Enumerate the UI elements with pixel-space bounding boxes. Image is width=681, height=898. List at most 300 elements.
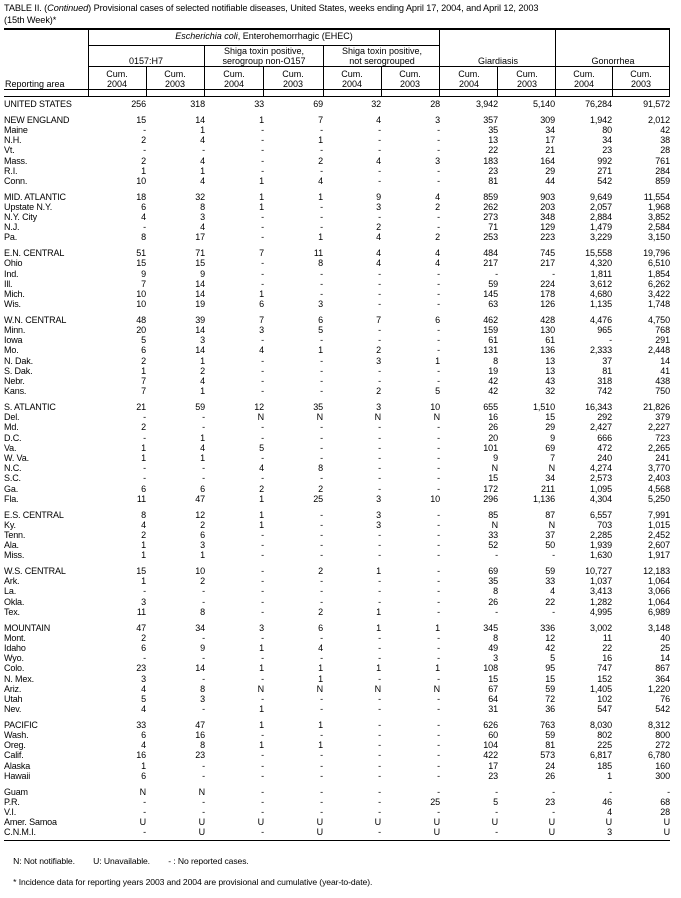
data-cell: 145 xyxy=(483,288,498,299)
data-cell: - xyxy=(143,796,146,807)
data-cell: 1 xyxy=(141,576,146,587)
table-row xyxy=(4,269,670,279)
table-row xyxy=(4,366,670,376)
data-cell: 6 xyxy=(318,622,323,633)
data-cell: 38 xyxy=(660,135,670,146)
data-cell: - xyxy=(378,750,381,761)
data-cell: 4 xyxy=(200,222,205,233)
data-cell: 14 xyxy=(195,114,205,125)
data-cell: 1,064 xyxy=(647,576,670,587)
table-row xyxy=(4,335,670,345)
data-cell: N xyxy=(316,683,323,694)
data-cell: 36 xyxy=(545,704,555,715)
data-cell: 46 xyxy=(602,796,612,807)
data-cell: - xyxy=(320,386,323,397)
header-cum-col-7: Cum. 2004 xyxy=(458,69,480,90)
data-cell: - xyxy=(495,550,498,561)
data-cell: 7 xyxy=(141,386,146,397)
data-cell: 1 xyxy=(200,432,205,443)
table-row xyxy=(4,422,670,432)
data-cell: 472 xyxy=(597,442,612,453)
data-cell: 438 xyxy=(655,376,670,387)
data-cell: 1 xyxy=(435,663,440,674)
header-rule-bottom xyxy=(4,96,670,98)
data-cell: 1 xyxy=(259,191,264,202)
table-row xyxy=(4,576,670,586)
data-cell: 3,852 xyxy=(647,212,670,223)
data-cell: 108 xyxy=(483,663,498,674)
data-cell: - xyxy=(261,386,264,397)
data-cell: 547 xyxy=(597,704,612,715)
reporting-area-cell: PACIFIC xyxy=(4,719,38,730)
data-cell: 33 xyxy=(254,99,264,109)
data-cell: - xyxy=(437,222,440,233)
table-row xyxy=(4,807,670,817)
data-cell: 1,282 xyxy=(589,596,612,607)
data-cell: 4 xyxy=(141,740,146,751)
data-cell: 47 xyxy=(136,622,146,633)
data-cell: U xyxy=(257,817,264,828)
data-cell: 462 xyxy=(483,314,498,325)
data-cell: 23 xyxy=(602,145,612,156)
data-cell: 1 xyxy=(200,550,205,561)
data-cell: 31 xyxy=(488,704,498,715)
data-cell: 2,884 xyxy=(589,212,612,223)
table-row xyxy=(4,540,670,550)
reporting-area-cell: S.C. xyxy=(4,473,21,484)
data-cell: 224 xyxy=(540,278,555,289)
data-cell: 3 xyxy=(376,201,381,212)
data-cell: 703 xyxy=(597,519,612,530)
header-cum-col-1: Cum. 2004 xyxy=(106,69,128,90)
reporting-area-cell: S. Dak. xyxy=(4,365,33,376)
table-row xyxy=(4,258,670,268)
title-line2: (15th Week)* xyxy=(4,14,57,25)
data-cell: 655 xyxy=(483,401,498,412)
data-cell: - xyxy=(261,155,264,166)
data-cell: 10 xyxy=(430,493,440,504)
table-row xyxy=(4,674,670,684)
data-cell: - xyxy=(320,796,323,807)
data-cell: - xyxy=(261,453,264,463)
table-row xyxy=(4,315,670,325)
data-cell: 17 xyxy=(488,760,498,771)
data-cell: 666 xyxy=(597,432,612,443)
data-cell: 573 xyxy=(540,750,555,761)
data-cell: - xyxy=(202,770,205,781)
data-cell: - xyxy=(437,299,440,310)
table-row xyxy=(4,325,670,335)
data-cell: 4 xyxy=(200,135,205,146)
table-row xyxy=(4,484,670,494)
data-cell: 1,135 xyxy=(589,299,612,310)
data-cell: N xyxy=(374,683,381,694)
data-cell: 59 xyxy=(545,683,555,694)
data-cell: 4 xyxy=(435,258,440,269)
reporting-area-cell: N. Dak. xyxy=(4,355,33,366)
data-cell: - xyxy=(437,642,440,653)
reporting-area-cell: Idaho xyxy=(4,642,26,653)
data-cell: 23 xyxy=(545,796,555,807)
data-cell: - xyxy=(143,145,146,156)
data-cell: - xyxy=(437,442,440,453)
data-cell: 10 xyxy=(195,566,205,577)
data-cell: - xyxy=(261,232,264,243)
data-cell: - xyxy=(378,730,381,741)
header-group-gonorrhea: Gonorrhea xyxy=(591,56,635,66)
reporting-area-cell: UNITED STATES xyxy=(4,99,72,109)
title-continued-italic: Continued xyxy=(47,3,89,13)
data-cell: - xyxy=(378,693,381,704)
data-cell: - xyxy=(320,704,323,715)
data-cell: 14 xyxy=(195,325,205,336)
data-cell: 8 xyxy=(200,740,205,751)
data-cell: 130 xyxy=(540,325,555,336)
data-cell: 2,012 xyxy=(647,114,670,125)
data-cell: 4 xyxy=(435,248,440,259)
data-cell: - xyxy=(202,673,205,684)
reporting-area-cell: Mo. xyxy=(4,345,19,356)
data-cell: 14 xyxy=(195,345,205,356)
data-cell: 3 xyxy=(376,519,381,530)
data-cell: 81 xyxy=(545,740,555,751)
data-cell: 1 xyxy=(259,509,264,520)
data-cell: 2 xyxy=(141,355,146,366)
data-cell: 39 xyxy=(195,314,205,325)
data-cell: - xyxy=(261,827,264,838)
data-cell: 5 xyxy=(318,325,323,336)
data-cell: - xyxy=(143,653,146,664)
data-cell: 9 xyxy=(550,432,555,443)
data-cell: - xyxy=(437,540,440,551)
data-cell: - xyxy=(378,586,381,597)
data-cell: 4 xyxy=(200,155,205,166)
data-cell: 217 xyxy=(483,258,498,269)
data-cell: - xyxy=(552,807,555,817)
data-cell: - xyxy=(437,145,440,156)
data-cell: 3 xyxy=(200,693,205,704)
data-cell: 6 xyxy=(141,730,146,741)
data-cell: - xyxy=(378,299,381,310)
data-cell: 8 xyxy=(200,201,205,212)
data-cell: - xyxy=(143,807,146,817)
data-cell: 11 xyxy=(136,493,146,504)
data-cell: 203 xyxy=(540,201,555,212)
table-row xyxy=(4,643,670,653)
data-cell: 802 xyxy=(597,730,612,741)
header-group-shiga-non-o157: Shiga toxin positive, serogroup non-O157 xyxy=(222,45,306,67)
data-cell: 164 xyxy=(540,155,555,166)
data-cell: 2 xyxy=(376,386,381,397)
data-cell: 183 xyxy=(483,155,498,166)
data-cell: 345 xyxy=(483,622,498,633)
data-cell: - xyxy=(437,550,440,561)
data-cell: 2 xyxy=(141,422,146,433)
table-row xyxy=(4,530,670,540)
data-cell: 23 xyxy=(488,165,498,176)
data-cell: - xyxy=(378,550,381,561)
data-cell: 15 xyxy=(488,673,498,684)
data-cell: - xyxy=(437,473,440,484)
data-cell: - xyxy=(378,212,381,223)
data-cell: 2 xyxy=(435,232,440,243)
data-cell: 20 xyxy=(488,432,498,443)
reporting-area-cell: Utah xyxy=(4,693,23,704)
data-cell: 4 xyxy=(376,258,381,269)
data-cell: 2 xyxy=(200,519,205,530)
data-cell: 2,285 xyxy=(589,529,612,540)
data-cell: 7 xyxy=(550,453,555,463)
data-cell: 131 xyxy=(483,345,498,356)
data-cell: 26 xyxy=(488,422,498,433)
data-cell: 348 xyxy=(540,212,555,223)
data-cell: 5 xyxy=(493,796,498,807)
data-cell: 4 xyxy=(376,248,381,259)
data-cell: 21 xyxy=(136,401,146,412)
table-row xyxy=(4,192,670,202)
data-cell: 61 xyxy=(545,335,555,346)
data-cell: U xyxy=(548,817,555,828)
data-cell: 4,995 xyxy=(589,606,612,617)
data-cell: 51 xyxy=(136,248,146,259)
data-cell: 2 xyxy=(376,345,381,356)
data-cell: 1,095 xyxy=(589,483,612,494)
table-row xyxy=(4,704,670,714)
data-cell: 7 xyxy=(141,278,146,289)
data-cell: 7 xyxy=(259,248,264,259)
data-cell: 2,452 xyxy=(647,529,670,540)
data-cell: 7 xyxy=(318,114,323,125)
data-cell: 750 xyxy=(655,386,670,397)
data-cell: 35 xyxy=(488,124,498,135)
data-cell: 160 xyxy=(655,760,670,771)
data-cell: 1 xyxy=(141,540,146,551)
reporting-area-cell: Va. xyxy=(4,442,17,453)
data-cell: - xyxy=(495,786,498,797)
data-cell: 763 xyxy=(540,719,555,730)
data-cell: - xyxy=(261,422,264,433)
data-cell: 800 xyxy=(655,730,670,741)
data-cell: 2,057 xyxy=(589,201,612,212)
data-cell: - xyxy=(143,473,146,484)
data-cell: - xyxy=(261,432,264,443)
data-cell: 6 xyxy=(141,201,146,212)
data-cell: 542 xyxy=(655,704,670,715)
data-cell: - xyxy=(437,124,440,135)
data-cell: 19 xyxy=(195,299,205,310)
data-cell: 1,220 xyxy=(647,683,670,694)
data-cell: - xyxy=(320,473,323,484)
data-cell: 1 xyxy=(141,550,146,561)
data-cell: - xyxy=(320,509,323,520)
table-row xyxy=(4,202,670,212)
data-cell: - xyxy=(378,704,381,715)
data-cell: - xyxy=(261,596,264,607)
data-cell: U xyxy=(198,827,205,838)
reporting-area-cell: C.N.M.I. xyxy=(4,827,36,838)
footnote-incidence: * Incidence data for reporting years 2003 and 2004 are provisional and cumulative (year-to-date). xyxy=(13,877,373,888)
data-cell: 16 xyxy=(195,730,205,741)
data-cell: 256 xyxy=(131,99,146,109)
data-cell: 185 xyxy=(597,760,612,771)
data-cell: - xyxy=(437,376,440,387)
data-cell: 25 xyxy=(313,493,323,504)
table-row xyxy=(4,473,670,483)
reporting-area-cell: Mich. xyxy=(4,288,25,299)
data-cell: 52 xyxy=(488,540,498,551)
data-cell: - xyxy=(437,335,440,346)
data-cell: 1 xyxy=(259,288,264,299)
data-cell: 152 xyxy=(597,673,612,684)
data-cell: U xyxy=(198,817,205,828)
header-cum-col-8: Cum. 2003 xyxy=(516,69,538,90)
reporting-area-cell: Ark. xyxy=(4,576,20,587)
data-cell: N xyxy=(491,519,498,530)
data-cell: 21,826 xyxy=(643,401,670,412)
data-cell: 3,413 xyxy=(589,586,612,597)
table-row xyxy=(4,115,670,125)
data-cell: 5,250 xyxy=(647,493,670,504)
reporting-area-cell: W.S. CENTRAL xyxy=(4,566,66,577)
data-cell: 35 xyxy=(313,401,323,412)
data-cell: 3 xyxy=(435,155,440,166)
data-cell: 76 xyxy=(660,693,670,704)
data-cell: 95 xyxy=(545,663,555,674)
data-cell: - xyxy=(202,145,205,156)
table-row xyxy=(4,684,670,694)
data-cell: 71 xyxy=(488,222,498,233)
table-row xyxy=(4,402,670,412)
table-row xyxy=(4,494,670,504)
reporting-area-cell: V.I. xyxy=(4,807,17,817)
data-cell: 1 xyxy=(435,355,440,366)
data-cell: - xyxy=(378,483,381,494)
data-cell: 28 xyxy=(660,807,670,817)
data-cell: - xyxy=(437,632,440,643)
data-cell: - xyxy=(320,653,323,664)
data-cell: 33 xyxy=(136,719,146,730)
data-cell: - xyxy=(320,422,323,433)
data-cell: 87 xyxy=(545,509,555,520)
data-cell: 13 xyxy=(488,135,498,146)
data-cell: - xyxy=(320,596,323,607)
data-cell: 20 xyxy=(136,325,146,336)
table-header xyxy=(4,28,670,97)
data-cell: 4,304 xyxy=(589,493,612,504)
data-cell: - xyxy=(378,288,381,299)
data-cell: 2,427 xyxy=(589,422,612,433)
table-row xyxy=(4,356,670,366)
data-cell: 47 xyxy=(195,719,205,730)
data-cell: - xyxy=(378,135,381,146)
header-group-giardiasis: Giardiasis xyxy=(477,56,518,66)
data-cell: 6 xyxy=(318,314,323,325)
data-cell: 43 xyxy=(545,376,555,387)
header-rule-top xyxy=(4,28,670,30)
data-cell: 1 xyxy=(141,365,146,376)
data-cell: 15 xyxy=(136,114,146,125)
data-cell: - xyxy=(320,529,323,540)
data-cell: 14 xyxy=(195,663,205,674)
data-cell: 4 xyxy=(550,586,555,597)
data-cell: N xyxy=(316,412,323,423)
data-cell: 6,780 xyxy=(647,750,670,761)
data-cell: 2 xyxy=(318,566,323,577)
data-cell: 3 xyxy=(200,212,205,223)
data-cell: 3,612 xyxy=(589,278,612,289)
data-cell: 5 xyxy=(550,653,555,664)
data-cell: - xyxy=(261,355,264,366)
data-cell: 318 xyxy=(597,376,612,387)
data-cell: N xyxy=(491,463,498,474)
data-cell: 1,748 xyxy=(647,299,670,310)
reporting-area-cell: Amer. Samoa xyxy=(4,817,57,828)
data-cell: 1,854 xyxy=(647,268,670,279)
reporting-area-cell: Mont. xyxy=(4,632,26,643)
table-rule-bottom xyxy=(4,840,670,842)
data-cell: 1,405 xyxy=(589,683,612,694)
data-cell: 42 xyxy=(488,386,498,397)
data-cell: - xyxy=(495,606,498,617)
data-cell: - xyxy=(261,376,264,387)
data-cell: 4 xyxy=(200,376,205,387)
data-cell: - xyxy=(437,606,440,617)
data-cell: - xyxy=(320,730,323,741)
reporting-area-cell: Colo. xyxy=(4,663,25,674)
data-cell: 253 xyxy=(483,232,498,243)
data-cell: 22 xyxy=(545,596,555,607)
table-row xyxy=(4,740,670,750)
data-cell: 1 xyxy=(259,642,264,653)
data-cell: 11 xyxy=(136,606,146,617)
ehec-italic-name: Escherichia coli xyxy=(175,31,238,41)
data-cell: 19 xyxy=(488,365,498,376)
data-cell: 68 xyxy=(660,796,670,807)
data-cell: 3,229 xyxy=(589,232,612,243)
data-cell: - xyxy=(378,442,381,453)
data-cell: 69 xyxy=(313,99,323,109)
data-cell: 6 xyxy=(200,483,205,494)
data-cell: 1 xyxy=(259,175,264,186)
data-cell: 272 xyxy=(655,740,670,751)
data-cell: 42 xyxy=(660,124,670,135)
data-cell: - xyxy=(320,770,323,781)
data-cell: 761 xyxy=(655,155,670,166)
data-cell: 35 xyxy=(488,576,498,587)
data-cell: - xyxy=(320,632,323,643)
footnote-legend: N: Not notifiable. U: Unavailable. - : No reported cases. xyxy=(13,856,249,867)
data-cell: 3 xyxy=(318,299,323,310)
data-cell: 1 xyxy=(259,704,264,715)
data-cell: 29 xyxy=(545,165,555,176)
data-cell: 59 xyxy=(488,278,498,289)
data-cell: 17 xyxy=(195,232,205,243)
data-cell: 4,680 xyxy=(589,288,612,299)
data-cell: 291 xyxy=(655,335,670,346)
data-cell: 102 xyxy=(597,693,612,704)
data-cell: 1,479 xyxy=(589,222,612,233)
data-cell: 3 xyxy=(376,509,381,520)
data-cell: - xyxy=(437,345,440,356)
data-cell: - xyxy=(378,325,381,336)
data-cell: 2,403 xyxy=(647,473,670,484)
reporting-area-cell: Md. xyxy=(4,422,19,433)
data-cell: 4,476 xyxy=(589,314,612,325)
table-row xyxy=(4,433,670,443)
data-cell: 1 xyxy=(376,566,381,577)
data-cell: - xyxy=(202,807,205,817)
data-cell: - xyxy=(143,827,146,838)
